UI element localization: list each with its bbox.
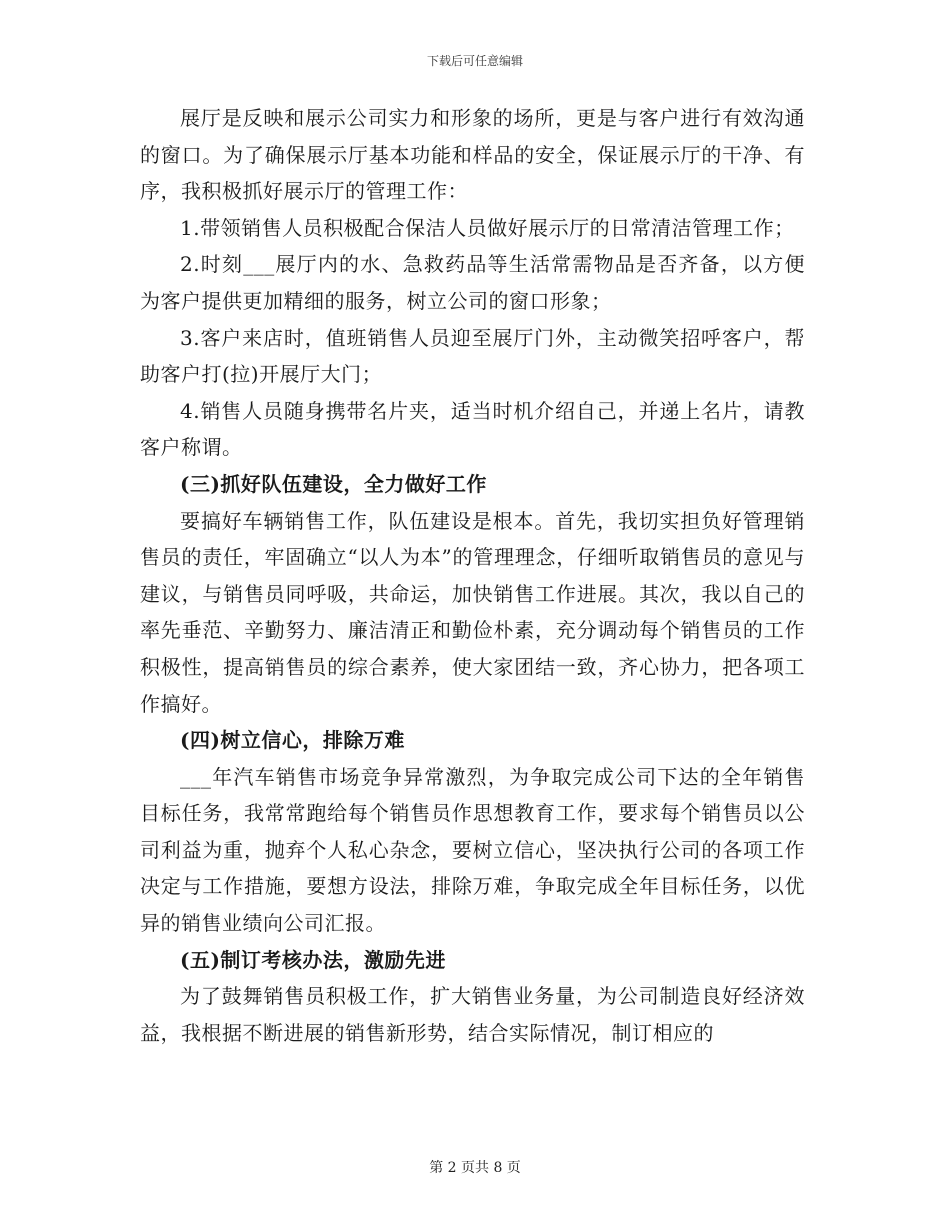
list-item-1: 1.带领销售人员积极配合保洁人员做好展示厅的日常清洁管理工作； xyxy=(180,215,795,240)
list-item-3: 3.客户来店时，值班销售人员迎至展厅门外，主动微笑招呼客户，帮助客户打(拉)开展厅大门； xyxy=(140,325,805,387)
body-paragraph: ___年汽车销售市场竞争异常激烈，为争取完成公司下达的全年销售目标任务，我常常跑给每个销售员作思想教育工作，要求每个销售员以公司利益为重，抛弃个人私心杂念，要树立信心，坚决执行公司的各项工作决定与工作措施，要想方设法，排除万难，争取完成全年目标任务，以优异的销售业绩向公司汇报。 xyxy=(140,764,805,936)
list-item-2: 2.时刻___展厅内的水、急救药品等生活常需物品是否齐备，以方便为客户提供更加精细的服务，树立公司的窗口形象； xyxy=(140,252,805,313)
list-item-4: 4.销售人员随身携带名片夹，适当时机介绍自己，并递上名片，请教客户称谓。 xyxy=(140,398,805,460)
body-paragraph: 展厅是反映和展示公司实力和形象的场所，更是与客户进行有效沟通的窗口。为了确保展示厅基本功能和样品的安全，保证展示厅的干净、有序，我积极抓好展示厅的管理工作： xyxy=(140,106,805,204)
document-body xyxy=(140,100,805,1051)
section-heading-3: (三)抓好队伍建设，全力做好工作 xyxy=(180,471,487,496)
body-paragraph: 要搞好车辆销售工作，队伍建设是根本。首先，我切实担负好管理销售员的责任，牢固确立“以人为本”的管理理念，仔细听取销售员的意见与建议，与销售员同呼吸，共命运，加快销售工作进展。其次，我以自己的率先垂范、辛勤努力、廉洁清正和勤俭朴素，充分调动每个销售员的工作积极性，提高销售员的综合素养，使大家团结一致，齐心协力，把各项工作搞好。 xyxy=(140,508,805,716)
page-number: 第 2 页共 8 页 xyxy=(429,1160,521,1176)
page-header: 下载后可任意编辑 xyxy=(426,54,523,68)
section-heading-4: (四)树立信心，排除万难 xyxy=(180,728,405,753)
body-paragraph: 为了鼓舞销售员积极工作，扩大销售业务量，为公司制造良好经济效益，我根据不断进展的销售新形势，结合实际情况，制订相应的 xyxy=(140,984,805,1045)
section-heading-5: (五)制订考核办法，激励先进 xyxy=(180,947,446,972)
